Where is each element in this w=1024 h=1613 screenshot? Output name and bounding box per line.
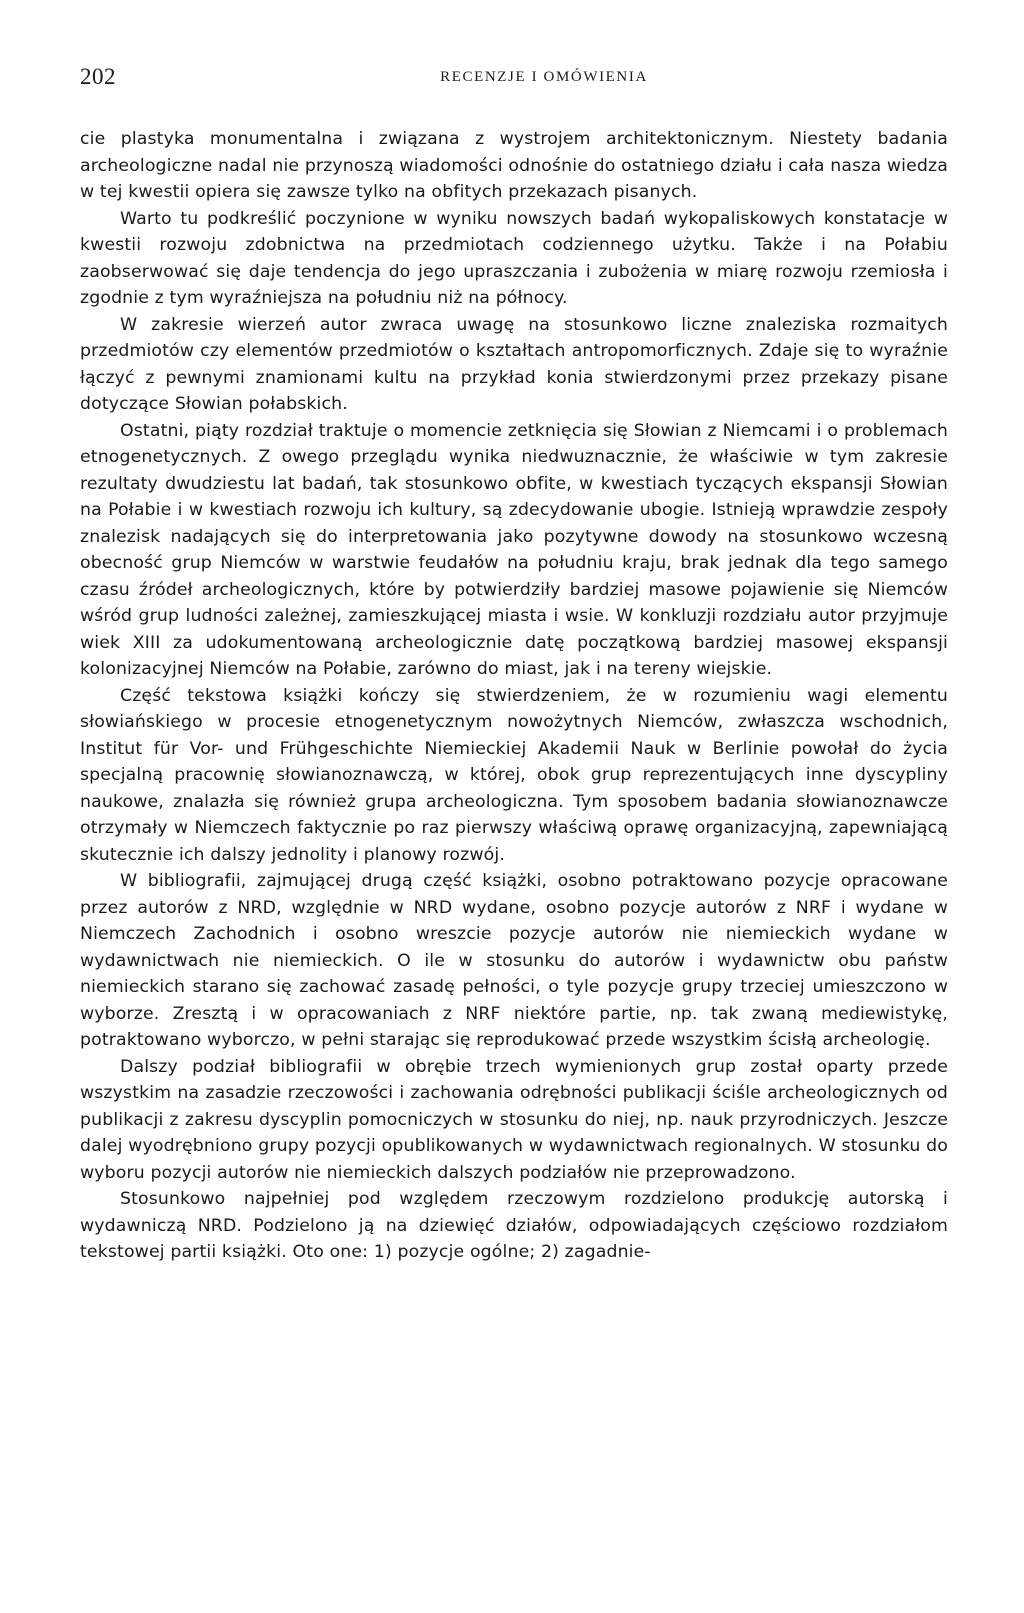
- body-text: [80, 126, 948, 1266]
- paragraph: Stosunkowo najpełniej pod względem rzeczowym rozdzielono produkcję autorską i wydawniczą NRD. Podzielono ją na dziewięć działów, odpowiadających częściowo rozdziałom tekstowej partii książki. Oto one: 1) pozycje ogólne; 2) zagadnie-: [80, 1189, 948, 1262]
- page: [80, 64, 948, 1266]
- page-number: 202: [80, 64, 116, 89]
- paragraph: Ostatni, piąty rozdział traktuje o momencie zetknięcia się Słowian z Niemcami i o problemach etnogenetycznych. Z owego przeglądu wynika niedwuznacznie, że właściwie w tym zakresie rezultaty dwudziestu lat badań, tak stosunkowo obfite, w kwestiach tyczących ekspansji Słowian na Połabie i w kwestiach rozwoju ich kultury, są zdecydowanie ubogie. Istnieją wprawdzie zespoły znalezisk nadających się do interpretowania jako pozytywne dowody na stosunkowo wczesną obecność grup Niemców w warstwie feudałów na południu kraju, brak jednak dla tego samego czasu źródeł archeologicznych, które by potwierdziły bardziej masowe pojawienie się Niemców wśród grup ludności zależnej, zamieszkującej miasta i wsie. W konkluzji rozdziału autor przyjmuje wiek XIII za udokumentowaną archeologicznie datę początkową bardziej masowej ekspansji kolonizacyjnej Niemców na Połabie, zarówno do miast, jak i na tereny wiejskie.: [80, 420, 948, 679]
- running-head: [80, 64, 948, 96]
- paragraph: Dalszy podział bibliografii w obrębie trzech wymienionych grup został oparty przede wszystkim na zasadzie rzeczowości i zachowania odrębności publikacji ściśle archeologicznych od publikacji z zakresu dyscyplin pomocniczych w stosunku do niej, np. nauk przyrodniczych. Jeszcze dalej wyodrębniono grupy pozycji opublikowanych w wydawnictwach regionalnych. W stosunku do wyboru pozycji autorów nie niemieckich dalszych podziałów nie przeprowadzono.: [80, 1056, 948, 1183]
- paragraph: W bibliografii, zajmującej drugą część książki, osobno potraktowano pozycje opracowane przez autorów z NRD, względnie w NRD wydane, osobno pozycje autorów z NRF i wydane w Niemczech Zachodnich i osobno wreszcie pozycje autorów nie niemieckich wydane w wydawnictwach nie niemieckich. O ile w stosunku do autorów i wydawnictw obu państw niemieckich starano się zachować zasadę pełności, o tyle pozycje grupy trzeciej umieszczono w wyborze. Zresztą i w opracowaniach z NRF niektóre partie, np. tak zwaną mediewistykę, potraktowano wyborczo, w pełni starając się reprodukować przede wszystkim ścisłą archeologię.: [80, 871, 948, 1050]
- paragraph: Część tekstowa książki kończy się stwierdzeniem, że w rozumieniu wagi elementu słowiańskiego w procesie etnogenetycznym nowożytnych Niemców, zwłaszcza wschodnich, Institut für Vor- und Frühgeschichte Niemieckiej Akademii Nauk w Berlinie powołał do życia specjalną pracownię słowianoznawczą, w której, obok grup reprezentujących inne dyscypliny naukowe, znalazła się również grupa archeologiczna. Tym sposobem badania słowianoznawcze otrzymały w Niemczech faktycznie po raz pierwszy właściwą oprawę organizacyjną, zapewniającą skutecznie ich dalszy jednolity i planowy rozwój.: [80, 685, 948, 865]
- paragraph-continued: cie plastyka monumentalna i związana z wystrojem architektonicznym. Niestety badania archeologiczne nadal nie przynoszą wiadomości odnośnie do ostatniego działu i cała nasza wiedza w tej kwestii opiera się zawsze tylko na obfitych przekazach pisanych.: [80, 129, 948, 202]
- paragraph: Warto tu podkreślić poczynione w wyniku nowszych badań wykopaliskowych konstatacje w kwestii rozwoju zdobnictwa na przedmiotach codziennego użytku. Także i na Połabiu zaobserwować się daje tendencja do jego upraszczania i zubożenia w miarę rozwoju rzemiosła i zgodnie z tym wyraźniejsza na południu niż na północy.: [80, 208, 948, 308]
- paragraph: W zakresie wierzeń autor zwraca uwagę na stosunkowo liczne znaleziska rozmaitych przedmiotów czy elementów przedmiotów o kształtach antropomorficznych. Zdaje się to wyraźnie łączyć z pewnymi znamionami kultu na przykład konia stwierdzonymi przez przekazy pisane dotyczące Słowian połabskich.: [80, 314, 948, 414]
- running-title: RECENZJE I OMÓWIENIA: [440, 69, 648, 85]
